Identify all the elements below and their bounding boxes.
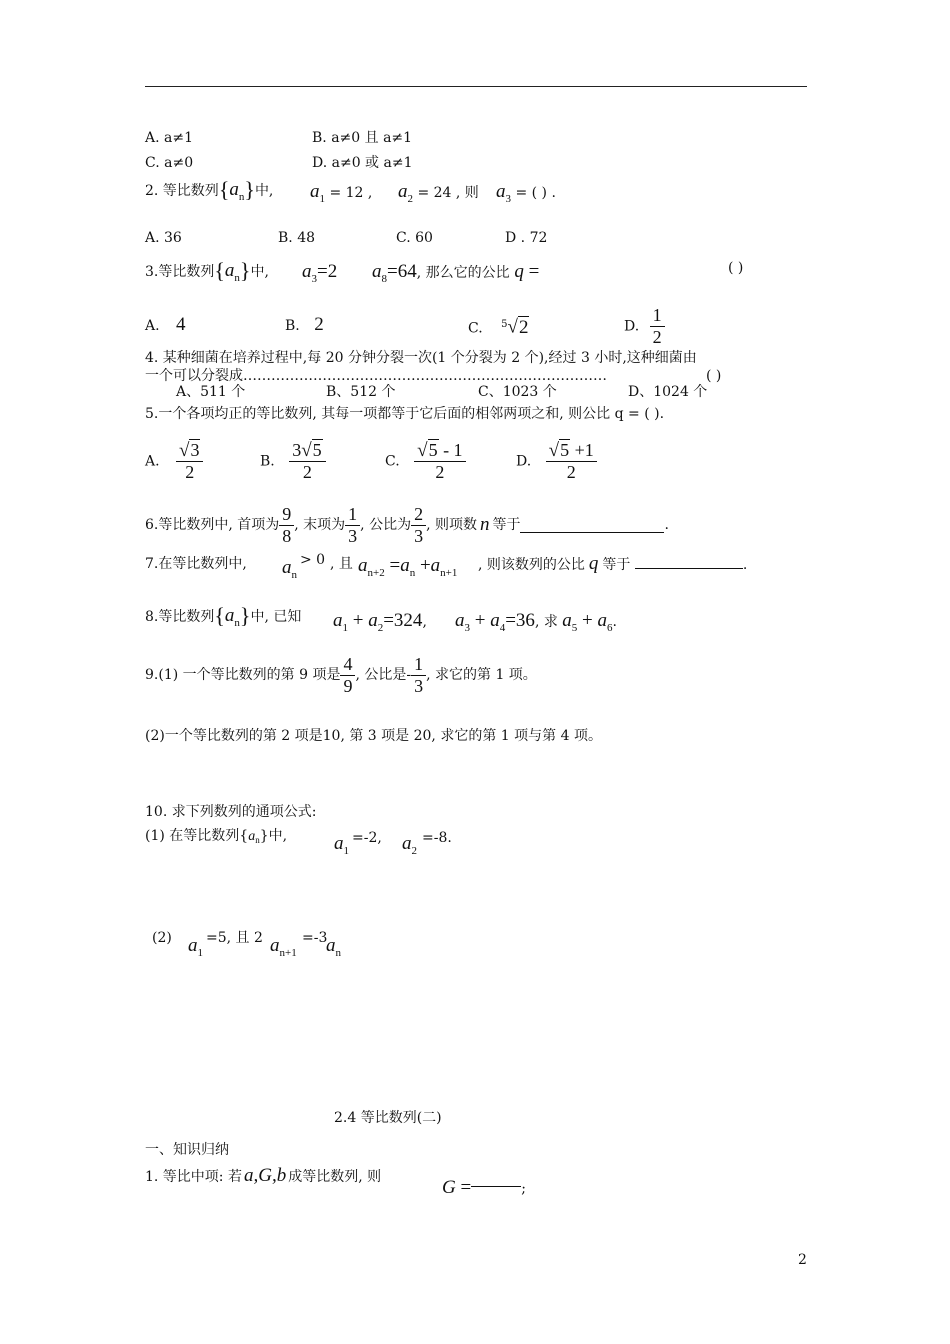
q10-part-2-a1: $a_1$: [188, 935, 203, 959]
q7-an: $a_n$: [282, 557, 297, 581]
q4-option-b: B、512 个: [326, 384, 396, 400]
q7-answer-blank[interactable]: [635, 554, 743, 569]
question-3: 3.等比数列$\{a_n\}$中,: [145, 258, 269, 284]
q3-a3: $a_3=2$: [302, 261, 338, 285]
q1-option-a: A. a≠1: [145, 130, 193, 146]
q10-part-2-value: =-3: [302, 930, 328, 946]
question-9-part-2: (2)一个等比数列的第 2 项是10, 第 3 项是 20, 求它的第 1 项与第 4 项。: [145, 728, 602, 744]
q3-answer-bracket: ( ): [728, 260, 744, 276]
q10-part-1: (1) 在等比数列$\{a_n\}$中,: [145, 828, 288, 845]
q4-answer-bracket: ( ): [706, 368, 722, 384]
q2-a2: $a_2 = 24$ , 则: [398, 181, 479, 205]
top-rule: [145, 86, 807, 87]
q10-part-2-an: $a_n$: [326, 935, 341, 959]
question-8: 8.等比数列$\{a_n\}$中, 已知: [145, 603, 302, 629]
q10-part-1-a1-value: =-2,: [352, 830, 382, 846]
q10-part-1-a2: $a_2$: [402, 833, 417, 857]
q7-recurrence: $a_{n+2} =a_n +a_{n+1}$: [358, 555, 458, 579]
q2-option-a: A. 36: [145, 230, 182, 246]
q2-a3: $a_3$ = ( ) .: [496, 181, 556, 205]
q3-a8: $a_8=64$, 那么它的公比 q =: [372, 261, 540, 285]
q7-mid: , 且: [330, 556, 353, 572]
q10-part-1-a2-value: =-8.: [422, 830, 452, 846]
q10-part-2-lead: (2): [152, 930, 172, 946]
q4-option-d: D、1024 个: [628, 384, 708, 400]
question-9-part-1: 9.(1) 一个等比数列的第 9 项是 $\frac{4}{9}$ , 公比是- $\frac{1}{3}$ , 求它的第 1 项。: [145, 653, 537, 696]
q3-option-c: C. $^5$√2: [468, 316, 529, 338]
q10-part-1-a1: $a_1$: [334, 833, 349, 857]
section-heading: 一、知识归纳: [145, 1142, 229, 1158]
question-7-lead: 7.在等比数列中,: [145, 556, 247, 572]
section-item-1: 1. 等比中项: 若 a,G,b 成等比数列, 则: [145, 1165, 382, 1186]
q1-option-c: C. a≠0: [145, 155, 194, 171]
item-1-answer-blank[interactable]: [471, 1172, 521, 1187]
q4-line-2: 一个可以分裂成……………………………………………………………………: [145, 368, 607, 384]
question-5: 5.一个各项均正的等比数列, 其每一项都等于它后面的相邻两项之和, 则公比 q = ( ).: [145, 406, 665, 422]
q3-option-b: B. 2: [285, 314, 324, 335]
q10-part-2-an1: $a_{n+1}$: [270, 935, 297, 959]
q5-option-b: B. $\frac{3√5}{2}$: [260, 440, 326, 490]
q5-option-d: D. $\frac{√5 +1}{2}$: [516, 440, 597, 490]
q3-option-d: D. $\frac{1}{2}$: [624, 305, 665, 348]
q1-option-b: B. a≠0 且 a≠1: [312, 130, 413, 146]
q4-option-c: C、1023 个: [478, 384, 557, 400]
q2-option-d: D . 72: [505, 230, 548, 246]
q4-option-a: A、511 个: [176, 384, 246, 400]
q7-tail: , 则该数列的公比 q 等于 .: [478, 553, 748, 574]
q5-option-c: C. $\frac{√5 - 1}{2}$: [385, 440, 466, 490]
q2-option-c: C. 60: [396, 230, 433, 246]
q8-eq2: $a_3 + a_4=36$, 求 $a_5 + a_6$.: [455, 610, 617, 634]
q5-option-a: A. $\frac{√3}{2}$: [145, 440, 203, 490]
q1-option-d: D. a≠0 或 a≠1: [312, 155, 413, 171]
q10-part-2-a1-value: =5, 且 2: [206, 930, 263, 946]
q7-gt-zero: > 0: [300, 552, 326, 568]
question-2: 2. 等比数列$\{a_n\}$中,: [145, 177, 274, 203]
section-item-1-answer: G = ;: [442, 1172, 526, 1199]
question-6: 6.等比数列中, 首项为 $\frac{9}{8}$ , 末项为 $\frac{1}{3}$ , 公比为 $\frac{2}{3}$ , 则项数 n 等于 .: [145, 503, 669, 546]
section-title: 2.4 等比数列(二): [334, 1110, 442, 1126]
q8-eq1: $a_1 + a_2=324$,: [333, 610, 427, 634]
q3-option-a: A. 4: [145, 314, 186, 335]
q6-answer-blank[interactable]: [520, 518, 664, 533]
q4-line-1: 4. 某种细菌在培养过程中,每 20 分钟分裂一次(1 个分裂为 2 个),经过 3 小时,这种细菌由: [145, 350, 697, 366]
page-number: 2: [798, 1252, 807, 1268]
q2-option-b: B. 48: [278, 230, 316, 246]
q2-a1: $a_1 = 12$ ,: [310, 181, 373, 205]
question-10-title: 10. 求下列数列的通项公式:: [145, 804, 317, 820]
